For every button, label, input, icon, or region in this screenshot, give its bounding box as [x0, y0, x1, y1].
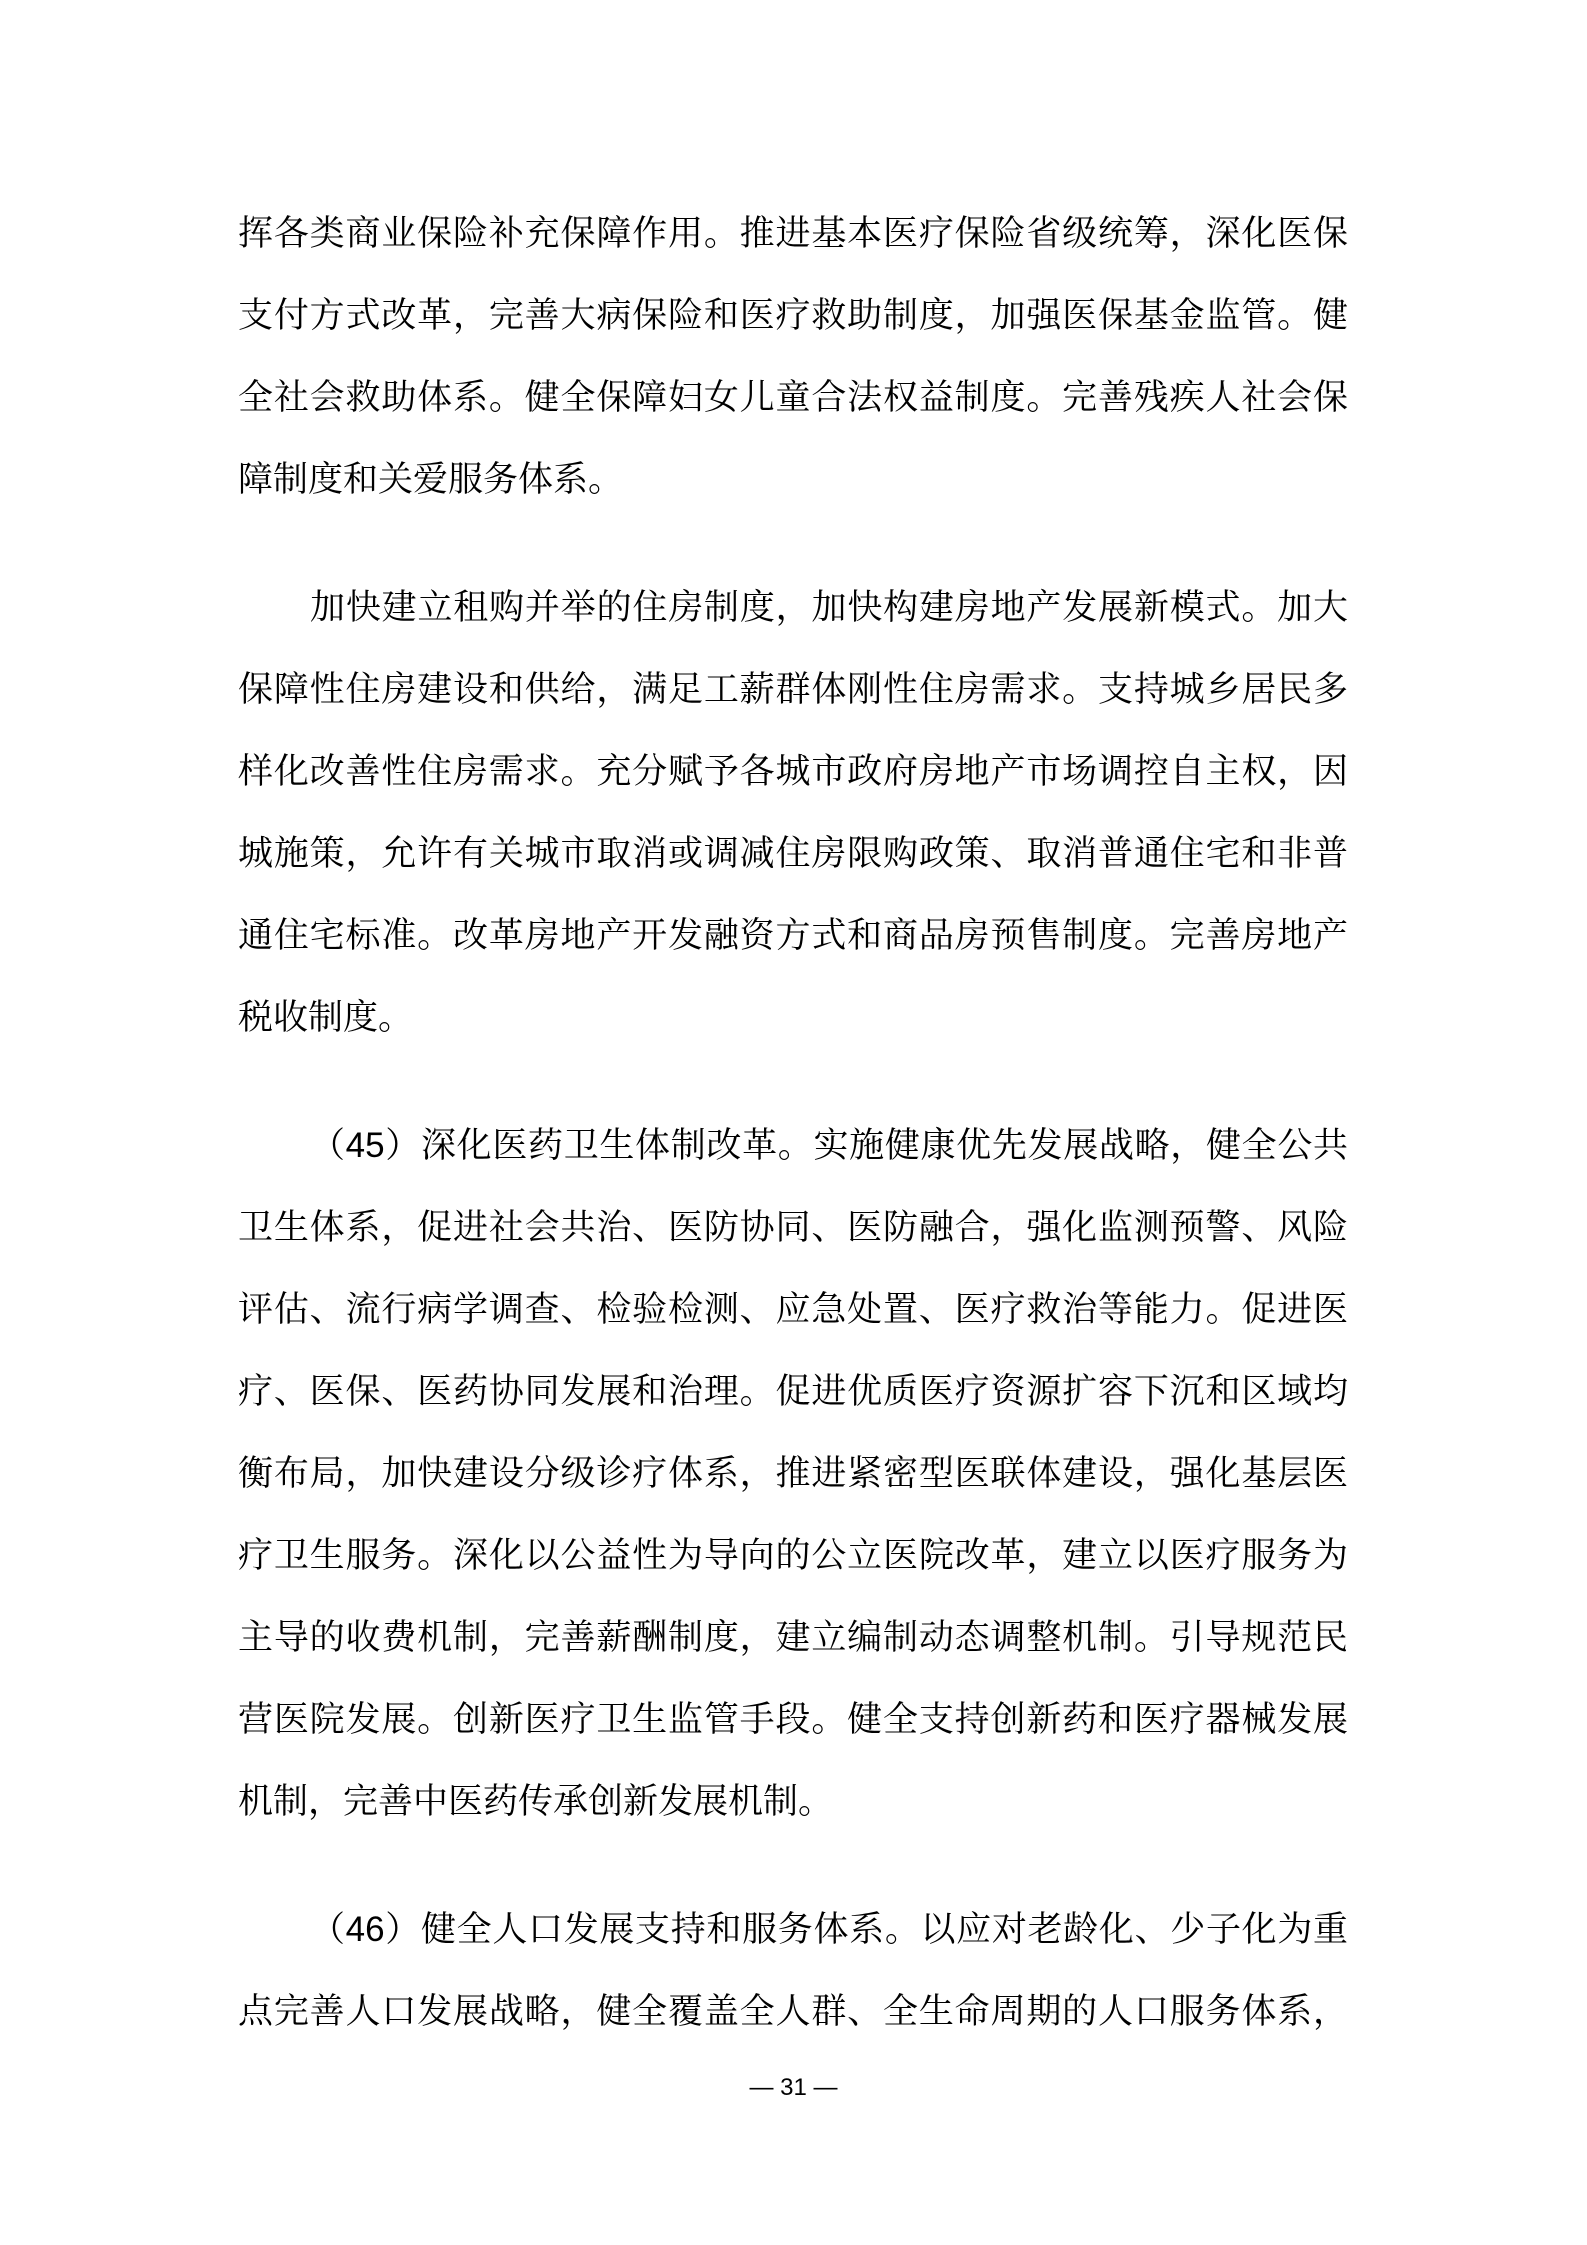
paragraph-line: 样化改善性住房需求。充分赋予各城市政府房地产市场调控自主权，因: [238, 752, 1348, 791]
paragraph-line: 衡布局，加快建设分级诊疗体系，推进紧密型医联体建设，强化基层医: [238, 1454, 1348, 1493]
document-body: [238, 193, 1348, 2053]
paragraph-line: 支付方式改革，完善大病保险和医疗救助制度，加强医保基金监管。健: [238, 296, 1348, 335]
paragraph-line: 挥各类商业保险补充保障作用。推进基本医疗保险省级统筹，深化医保: [238, 214, 1348, 253]
paragraph-line: （46）健全人口发展支持和服务体系。以应对老龄化、少子化为重: [310, 1910, 1348, 1949]
paragraph-line: 税收制度。: [238, 998, 414, 1037]
paragraph-line: 疗卫生服务。深化以公益性为导向的公立医院改革，建立以医疗服务为: [238, 1536, 1348, 1575]
paragraph-line: 机制，完善中医药传承创新发展机制。: [238, 1782, 834, 1821]
paragraph-line: 全社会救助体系。健全保障妇女儿童合法权益制度。完善残疾人社会保: [238, 378, 1348, 417]
paragraph-line: 点完善人口发展战略，健全覆盖全人群、全生命周期的人口服务体系，: [238, 1992, 1348, 2031]
paragraph: [238, 193, 1348, 521]
paragraph-line: 营医院发展。创新医疗卫生监管手段。健全支持创新药和医疗器械发展: [238, 1700, 1348, 1739]
paragraph: [238, 1105, 1348, 1843]
paragraph-line: （45）深化医药卫生体制改革。实施健康优先发展战略，健全公共: [310, 1126, 1348, 1165]
paragraph-line: 障制度和关爱服务体系。: [238, 460, 624, 499]
paragraph-line: 主导的收费机制，完善薪酬制度，建立编制动态调整机制。引导规范民: [238, 1618, 1348, 1657]
paragraph-line: 疗、医保、医药协同发展和治理。促进优质医疗资源扩容下沉和区域均: [238, 1372, 1348, 1411]
page-footer: [0, 2072, 1587, 2104]
paragraph-line: 城施策，允许有关城市取消或调减住房限购政策、取消普通住宅和非普: [238, 834, 1348, 873]
paragraph-line: 评估、流行病学调查、检验检测、应急处置、医疗救治等能力。促进医: [238, 1290, 1348, 1329]
page-number: — 31 —: [749, 2074, 838, 2101]
paragraph: [238, 567, 1348, 1059]
paragraph-line: 加快建立租购并举的住房制度，加快构建房地产发展新模式。加大: [310, 588, 1348, 627]
paragraph: [238, 1889, 1348, 2053]
paragraph-line: 卫生体系，促进社会共治、医防协同、医防融合，强化监测预警、风险: [238, 1208, 1348, 1247]
paragraph-line: 通住宅标准。改革房地产开发融资方式和商品房预售制度。完善房地产: [238, 916, 1348, 955]
paragraph-line: 保障性住房建设和供给，满足工薪群体刚性住房需求。支持城乡居民多: [238, 670, 1348, 709]
